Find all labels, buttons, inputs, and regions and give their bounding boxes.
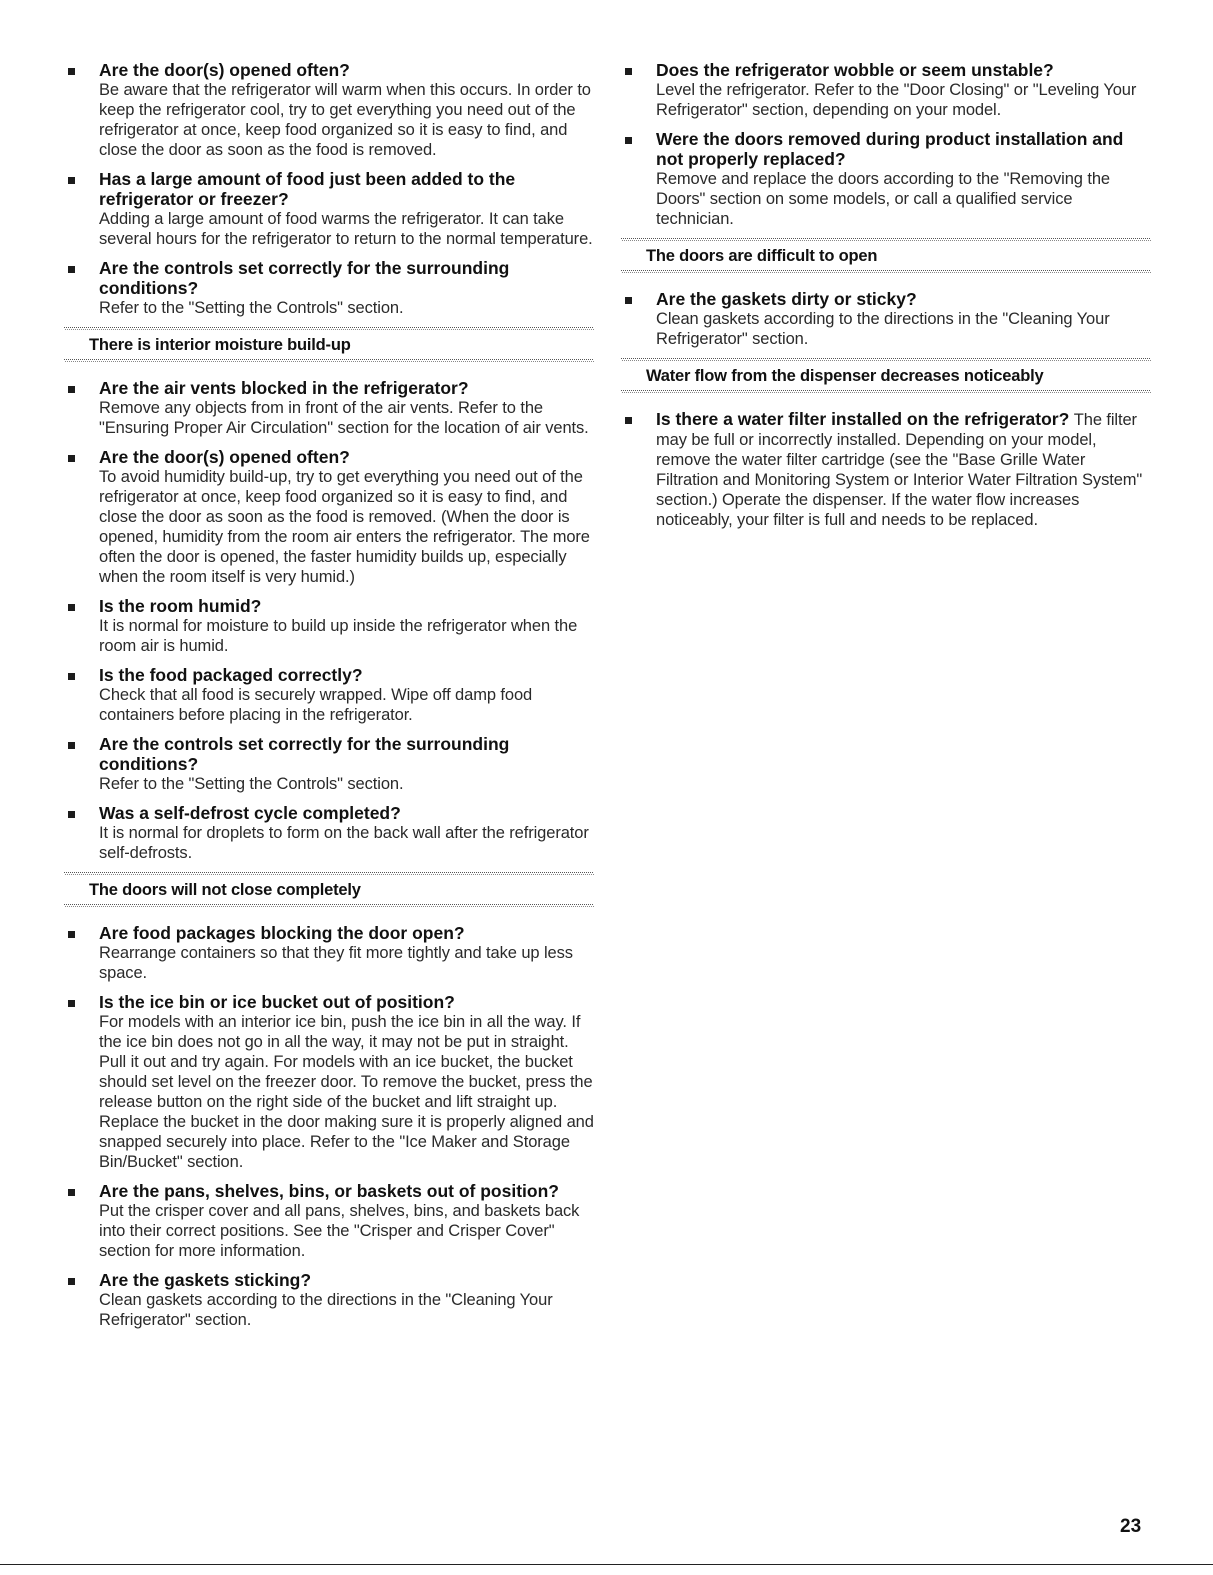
answer-text: Rearrange containers so that they fit more tightly and take up less space. bbox=[99, 944, 573, 982]
troubleshooting-item bbox=[64, 1181, 594, 1261]
question-text: Are the controls set correctly for the surrounding conditions? bbox=[99, 734, 510, 774]
section-header-moisture bbox=[64, 327, 594, 362]
right-group-2 bbox=[621, 289, 1151, 349]
question-text: Is the ice bin or ice bucket out of position? bbox=[99, 992, 455, 1012]
troubleshooting-item bbox=[64, 665, 594, 725]
bullet-square-icon bbox=[68, 386, 75, 393]
question-text: Are the gaskets sticking? bbox=[99, 1270, 312, 1290]
question-text: Is the room humid? bbox=[99, 596, 262, 616]
answer-text: Refer to the "Setting the Controls" section. bbox=[99, 299, 404, 317]
troubleshooting-item bbox=[621, 289, 1151, 349]
section-rule-bottom bbox=[621, 270, 1151, 273]
troubleshooting-item bbox=[64, 60, 594, 160]
question-text: Were the doors removed during product installation and not properly replaced? bbox=[656, 129, 1124, 169]
troubleshooting-item bbox=[64, 378, 594, 438]
question-text: Are the controls set correctly for the surrounding conditions? bbox=[99, 258, 510, 298]
left-group-1 bbox=[64, 60, 594, 318]
left-group-2 bbox=[64, 378, 594, 863]
question-text: Are the gaskets dirty or sticky? bbox=[656, 289, 917, 309]
question-text: Is the food packaged correctly? bbox=[99, 665, 363, 685]
section-title-difficult-open: The doors are difficult to open bbox=[646, 247, 878, 265]
section-title-water-flow: Water flow from the dispenser decreases noticeably bbox=[646, 367, 1044, 385]
answer-text: For models with an interior ice bin, push the ice bin in all the way. If the ice bin does not go in all the way, it may not be put in straight. Pull it out and try again. For models with an ice bucket, the bucket should set level on the freezer door. To remove the bucket, press the release button on the right side of the bucket and lift straight up. Replace the bucket in the door making sure it is properly aligned and snapped securely into place. Refer to the "Ice Maker and Storage Bin/Bucket" section. bbox=[99, 1013, 594, 1171]
section-rule-bottom bbox=[621, 390, 1151, 393]
bullet-square-icon bbox=[68, 1000, 75, 1007]
right-column bbox=[621, 60, 1151, 539]
bullet-square-icon bbox=[625, 417, 632, 424]
section-title-doors-not-close: The doors will not close completely bbox=[89, 881, 361, 899]
answer-text: Check that all food is securely wrapped. Wipe off damp food containers before placing in the refrigerator. bbox=[99, 686, 533, 724]
bullet-square-icon bbox=[68, 1189, 75, 1196]
bullet-square-icon bbox=[68, 266, 75, 273]
troubleshooting-item bbox=[64, 803, 594, 863]
question-text: Is there a water filter installed on the refrigerator? bbox=[656, 409, 1070, 429]
troubleshooting-item bbox=[64, 596, 594, 656]
bullet-square-icon bbox=[68, 742, 75, 749]
page-number: 23 bbox=[1120, 1516, 1142, 1537]
answer-text: The filter may be full or incorrectly installed. Depending on your model, remove the water filter cartridge (see the "Base Grille Water Filtration and Monitoring System or Interior Water Filtration System" section.) Operate the dispenser. If the water flow increases noticeably, your filter is full and needs to be replaced. bbox=[656, 411, 1143, 529]
bullet-square-icon bbox=[68, 604, 75, 611]
troubleshooting-item bbox=[64, 992, 594, 1172]
bullet-square-icon bbox=[625, 297, 632, 304]
answer-text: Refer to the "Setting the Controls" section. bbox=[99, 775, 404, 793]
section-header-difficult-open bbox=[621, 238, 1151, 273]
question-text: Was a self-defrost cycle completed? bbox=[99, 803, 401, 823]
troubleshooting-item bbox=[64, 1270, 594, 1330]
section-rule-bottom bbox=[64, 904, 594, 907]
bullet-square-icon bbox=[68, 673, 75, 680]
bullet-square-icon bbox=[68, 931, 75, 938]
answer-text: Put the crisper cover and all pans, shelves, bins, and baskets back into their correct positions. See the "Crisper and Crisper Cover" section for more information. bbox=[99, 1202, 580, 1260]
question-text: Are the door(s) opened often? bbox=[99, 447, 350, 467]
answer-text: Remove any objects from in front of the air vents. Refer to the "Ensuring Proper Air Circulation" section for the location of air vents. bbox=[99, 399, 589, 437]
answer-text: Clean gaskets according to the directions in the "Cleaning Your Refrigerator" section. bbox=[656, 310, 1110, 348]
footer-rule bbox=[0, 1564, 1213, 1565]
troubleshooting-item bbox=[621, 409, 1151, 530]
troubleshooting-item bbox=[64, 258, 594, 318]
bullet-square-icon bbox=[68, 68, 75, 75]
troubleshooting-item bbox=[64, 169, 594, 249]
troubleshooting-item bbox=[64, 923, 594, 983]
question-text: Does the refrigerator wobble or seem unstable? bbox=[656, 60, 1054, 80]
bullet-square-icon bbox=[625, 68, 632, 75]
bullet-square-icon bbox=[68, 1278, 75, 1285]
troubleshooting-item bbox=[621, 129, 1151, 229]
answer-text: To avoid humidity build-up, try to get everything you need out of the refrigerator at once, keep food organized so it is easy to find, and close the door as soon as the food is removed. (When the door is opened, humidity from the room air enters the refrigerator. The more often the door is opened, the faster humidity builds up, especially when the room itself is very humid.) bbox=[99, 468, 590, 586]
left-group-3 bbox=[64, 923, 594, 1330]
answer-text: Clean gaskets according to the directions in the "Cleaning Your Refrigerator" section. bbox=[99, 1291, 553, 1329]
bullet-square-icon bbox=[625, 137, 632, 144]
left-column bbox=[64, 60, 594, 1339]
question-text: Are the air vents blocked in the refrigerator? bbox=[99, 378, 469, 398]
bullet-square-icon bbox=[68, 455, 75, 462]
section-rule-bottom bbox=[64, 359, 594, 362]
troubleshooting-item bbox=[621, 60, 1151, 120]
answer-text: Remove and replace the doors according to the "Removing the Doors" section on some models, or call a qualified service technician. bbox=[656, 170, 1110, 228]
section-header-doors-not-close bbox=[64, 872, 594, 907]
bullet-square-icon bbox=[68, 811, 75, 818]
right-group-1 bbox=[621, 60, 1151, 229]
right-group-3 bbox=[621, 409, 1151, 530]
troubleshooting-item bbox=[64, 734, 594, 794]
answer-text: Be aware that the refrigerator will warm when this occurs. In order to keep the refrigerator cool, try to get everything you need out of the refrigerator at once, keep food organized so it is easy to find, and close the door as soon as the food is removed. bbox=[99, 81, 591, 159]
answer-text: It is normal for moisture to build up inside the refrigerator when the room air is humid. bbox=[99, 617, 578, 655]
answer-text: It is normal for droplets to form on the back wall after the refrigerator self-defrosts. bbox=[99, 824, 589, 862]
question-text: Are the door(s) opened often? bbox=[99, 60, 350, 80]
question-text: Are food packages blocking the door open? bbox=[99, 923, 465, 943]
section-header-water-flow bbox=[621, 358, 1151, 393]
section-title-moisture: There is interior moisture build-up bbox=[89, 336, 351, 354]
troubleshooting-item bbox=[64, 447, 594, 587]
answer-text: Level the refrigerator. Refer to the "Door Closing" or "Leveling Your Refrigerator" section, depending on your model. bbox=[656, 81, 1137, 119]
answer-text: Adding a large amount of food warms the refrigerator. It can take several hours for the refrigerator to return to the normal temperature. bbox=[99, 210, 593, 248]
question-text: Has a large amount of food just been added to the refrigerator or freezer? bbox=[99, 169, 516, 209]
question-text: Are the pans, shelves, bins, or baskets out of position? bbox=[99, 1181, 559, 1201]
bullet-square-icon bbox=[68, 177, 75, 184]
